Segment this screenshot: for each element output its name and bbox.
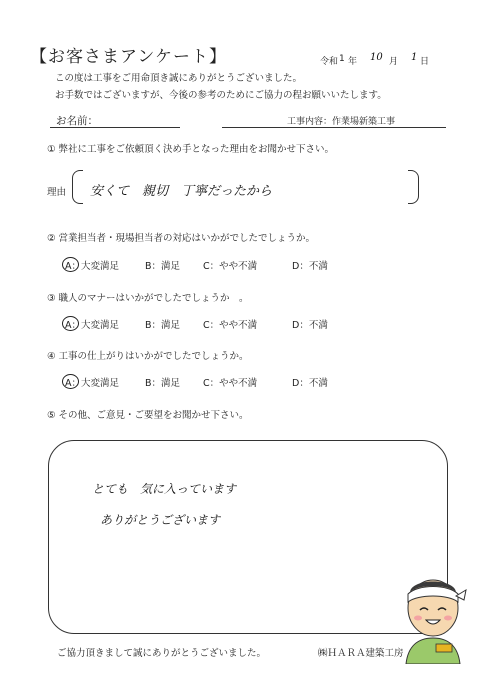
date-month: 10 <box>370 52 383 63</box>
question-4: ④ 工事の仕上がりはいかがでしたでしょうか。 <box>47 351 249 362</box>
q3-option-d: D：不満 <box>292 320 328 331</box>
question-1: ① 弊社に工事をご依頼頂く決め手となった理由をお聞かせ下さい。 <box>47 144 335 155</box>
date-era: 令和 <box>320 57 339 67</box>
intro-line-2: お手数ではございますが、今後の参考のためにご協力の程お願いいたします。 <box>55 90 387 101</box>
comment-box <box>48 440 448 634</box>
q4-option-d: D：不満 <box>292 378 328 389</box>
q3-option-b: B：満足 <box>145 320 181 331</box>
q4-option-c: C：やや不満 <box>203 378 258 389</box>
comment-line-2: ありがとうございます <box>100 513 221 527</box>
question-3: ③ 職人のマナーはいかがでしたでしょうか 。 <box>47 293 249 304</box>
date-year-suffix: 年 <box>348 57 358 67</box>
work-underline <box>222 127 446 128</box>
comment-line-1: とても 気に入っています <box>92 482 237 496</box>
question-5: ⑤ その他、ご意見・ご要望をお聞かせ下さい。 <box>47 410 249 421</box>
q3-option-c: C：やや不満 <box>203 320 258 331</box>
q4-option-a: A：大変満足 <box>65 378 119 389</box>
reason-bracket-left <box>72 170 83 204</box>
footer-thanks: ご協力頂きまして誠にありがとうございました。 <box>57 648 267 659</box>
date-month-suffix: 月 <box>389 57 399 67</box>
date-day-suffix: 日 <box>420 57 430 67</box>
name-underline <box>50 127 180 128</box>
q2-option-d: D：不満 <box>292 261 328 272</box>
reason-bracket-right <box>408 170 419 204</box>
q3-option-a: A：大変満足 <box>65 320 119 331</box>
name-label: お名前： <box>56 115 98 127</box>
q2-option-a: A：大変満足 <box>65 261 119 272</box>
company-name: ㈱ＨＡＲＡ建築工房 <box>318 648 404 659</box>
q2-option-c: C：やや不満 <box>203 261 258 272</box>
date-day: 1 <box>411 52 418 63</box>
reason-answer: 安くて 親切 丁寧だったから <box>90 184 273 199</box>
date-year: 1 <box>339 54 345 64</box>
q4-option-b: B：満足 <box>145 378 181 389</box>
q2-option-b: B：満足 <box>145 261 181 272</box>
work-content: 工事内容：作業場新築工事 <box>287 117 396 127</box>
question-2: ② 営業担当者・現場担当者の対応はいかがでしたでしょうか。 <box>47 233 316 244</box>
reason-label: 理由 <box>47 187 67 198</box>
mascot-carpenter-icon <box>398 564 468 664</box>
intro-line-1: この度は工事をご用命頂き誠にありがとうございました。 <box>55 73 303 84</box>
survey-title: 【お客さまアンケート】 <box>30 47 227 67</box>
